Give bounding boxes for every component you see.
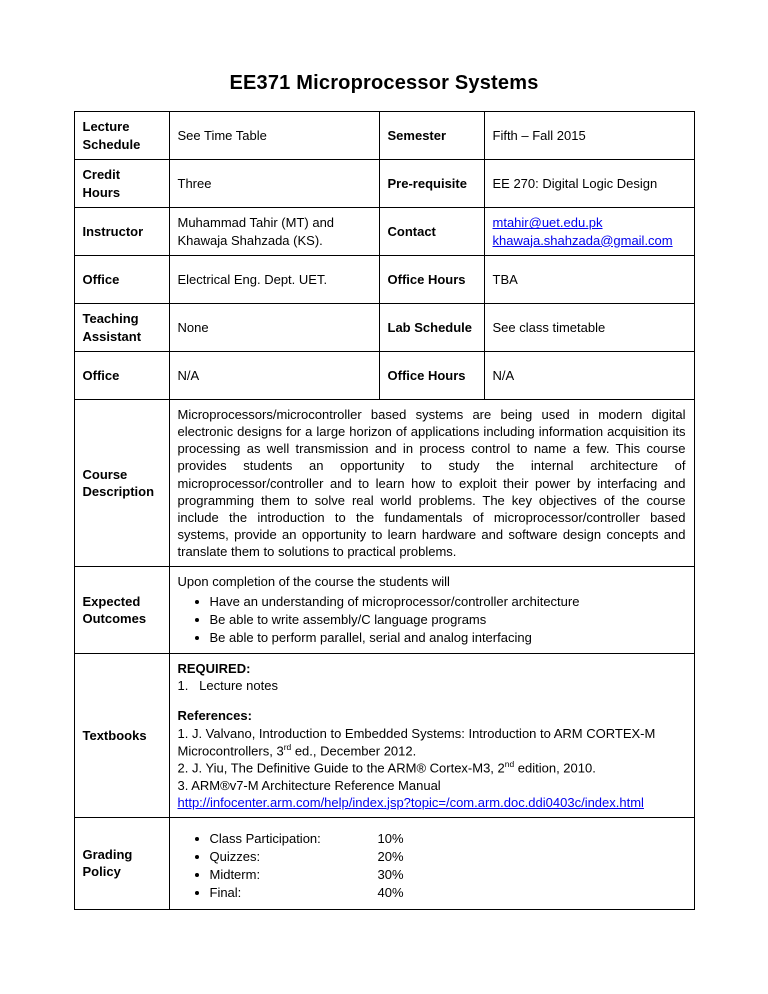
table-row-course-description xyxy=(74,400,694,567)
lab-schedule-value: See class timetable xyxy=(484,304,694,352)
ta-office-hours-label: Office Hours xyxy=(379,352,484,400)
table-row-ta-office xyxy=(74,352,694,400)
required-heading: REQUIRED: xyxy=(177,661,251,677)
grading-bullet-list xyxy=(178,830,686,902)
ref1-ordinal: rd xyxy=(283,741,292,752)
grading-item-value: 30% xyxy=(377,867,404,883)
lecture-schedule-label: Lecture Schedule xyxy=(74,112,169,160)
spacer xyxy=(178,694,686,707)
references-heading: References: xyxy=(177,708,252,724)
semester-value: Fifth – Fall 2015 xyxy=(484,112,694,160)
ref2-tail: edition, 2010. xyxy=(514,760,596,776)
pre-requisite-label: Pre-requisite xyxy=(379,160,484,208)
ref1-tail: ed., December 2012. xyxy=(291,742,417,758)
grading-item xyxy=(210,830,686,847)
table-row-grading-policy xyxy=(74,817,694,909)
table-row-credit-hours xyxy=(74,160,694,208)
ref2-ordinal: nd xyxy=(504,759,515,770)
lab-schedule-label: Lab Schedule xyxy=(379,304,484,352)
email-link-mtahir[interactable]: mtahir@uet.edu.pk xyxy=(492,215,603,231)
required-item: 1. Lecture notes xyxy=(177,678,278,694)
reference-link-line xyxy=(178,794,686,811)
syllabus-table xyxy=(74,111,695,910)
grading-item xyxy=(210,866,686,883)
credit-hours-value: Three xyxy=(169,160,379,208)
grading-item-name: Midterm: xyxy=(209,867,261,883)
outcomes-bullet-list xyxy=(178,593,686,646)
grading-item-value: 10% xyxy=(377,830,404,846)
table-row-teaching-assistant xyxy=(74,304,694,352)
office-hours-value: TBA xyxy=(484,256,694,304)
teaching-assistant-label: Teaching Assistant xyxy=(74,304,169,352)
reference-item-1 xyxy=(178,725,686,760)
ref1-text: 1. J. Valvano, Introduction to Embedded Systems: Introduction to ARM CORTEX-M Microcontrollers, 3 xyxy=(177,725,656,758)
table-row-lecture-schedule xyxy=(74,112,694,160)
contact-label: Contact xyxy=(379,208,484,256)
instructor-label: Instructor xyxy=(74,208,169,256)
office-hours-label: Office Hours xyxy=(379,256,484,304)
grading-item-value: 40% xyxy=(377,885,404,901)
reference-item-2 xyxy=(178,759,686,776)
textbooks-label: Textbooks xyxy=(74,654,169,818)
table-row-expected-outcomes xyxy=(74,567,694,654)
office-label: Office xyxy=(74,256,169,304)
outcomes-intro: Upon completion of the course the students will xyxy=(177,574,450,590)
ta-office-hours-value: N/A xyxy=(484,352,694,400)
table-row-instructor xyxy=(74,208,694,256)
email-link-khawaja[interactable]: khawaja.shahzada@gmail.com xyxy=(492,232,673,248)
outcome-item: • Be able to perform parallel, serial and analog interfacing xyxy=(210,629,686,646)
table-row-office xyxy=(74,256,694,304)
lecture-schedule-value: See Time Table xyxy=(169,112,379,160)
arm-manual-link[interactable]: http://infocenter.arm.com/help/index.jsp?topic=/com.arm.doc.ddi0403c/index.html xyxy=(177,794,644,810)
grading-item xyxy=(210,884,686,901)
grading-item-name: Final: xyxy=(209,885,242,901)
grading-policy-label: Grading Policy xyxy=(74,817,169,909)
grading-item-name: Class Participation: xyxy=(209,830,321,846)
office-value: Electrical Eng. Dept. UET. xyxy=(169,256,379,304)
grading-item-value: 20% xyxy=(377,849,404,865)
grading-item-name: Quizzes: xyxy=(209,849,261,865)
outcome-item: • Have an understanding of microprocessor/controller architecture xyxy=(210,593,686,610)
grading-item xyxy=(210,848,686,865)
reference-item-3: 3. ARM®v7-M Architecture Reference Manual xyxy=(177,777,441,793)
course-description-text: Microprocessors/microcontroller based systems are being used in modern digital electronic designs for a large horizon of applications including information acquisition its processing as well transmission and in process control to name a few. This course provides students an opportunity to study the internal architecture of microprocessor/controller and to learn how to exploit their power by interfacing and programming them to solve real world problems. The key objectives of the course include the introduction to the fundamentals of microprocessor/controller based systems, provide an opportunity to learn hardware and software design concepts and translate them to solutions to practical problems. xyxy=(169,400,694,567)
table-row-textbooks xyxy=(74,654,694,818)
contact-cell xyxy=(484,208,694,256)
credit-hours-label: Credit Hours xyxy=(74,160,169,208)
pre-requisite-value: EE 270: Digital Logic Design xyxy=(484,160,694,208)
grading-policy-cell xyxy=(169,817,694,909)
course-description-label: Course Description xyxy=(74,400,169,567)
outcome-item: • Be able to write assembly/C language programs xyxy=(210,611,686,628)
teaching-assistant-value: None xyxy=(169,304,379,352)
instructor-value: Muhammad Tahir (MT) and Khawaja Shahzada (KS). xyxy=(169,208,379,256)
ta-office-label: Office xyxy=(74,352,169,400)
expected-outcomes-cell xyxy=(169,567,694,654)
textbooks-cell xyxy=(169,654,694,818)
ta-office-value: N/A xyxy=(169,352,379,400)
page-title: EE371 Microprocessor Systems xyxy=(229,72,539,94)
expected-outcomes-label: Expected Outcomes xyxy=(74,567,169,654)
ref2-text: 2. J. Yiu, The Definitive Guide to the ARM® Cortex-M3, 2 xyxy=(177,760,505,776)
semester-label: Semester xyxy=(379,112,484,160)
